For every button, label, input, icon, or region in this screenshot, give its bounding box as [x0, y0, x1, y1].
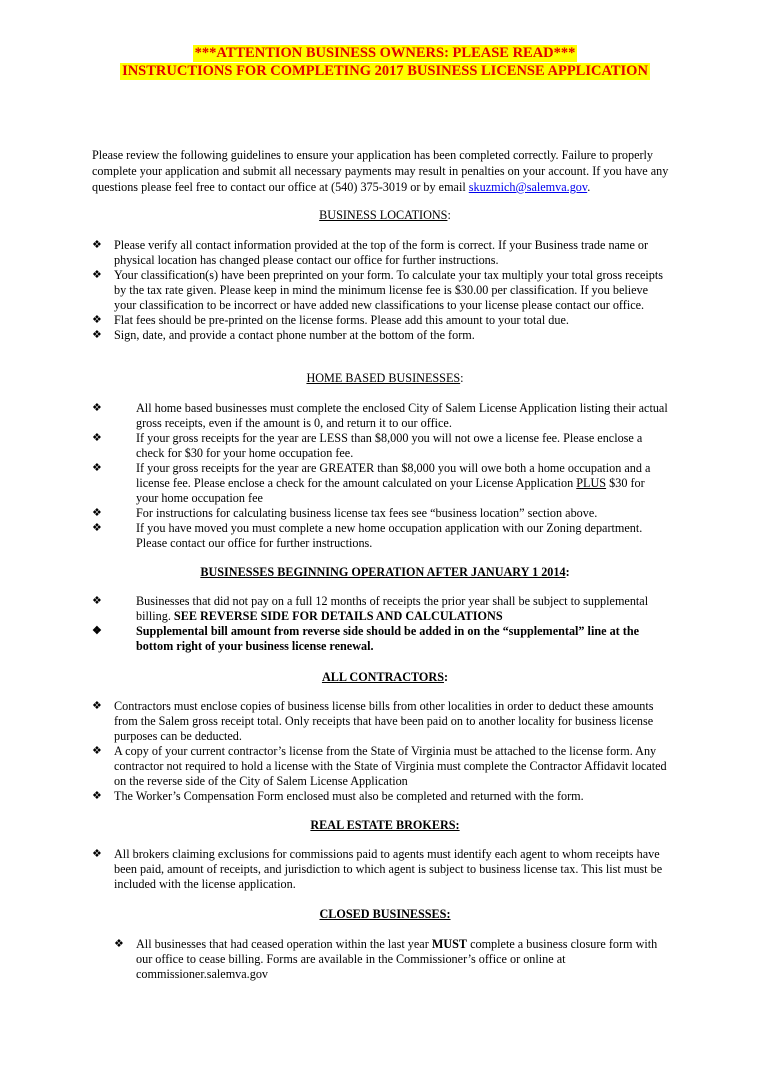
list-item: ❖ For instructions for calculating business license tax fees see “business location” section above. — [92, 506, 598, 520]
closed-businesses-list — [114, 937, 676, 982]
list-item: ❖ All home based businesses must complete the enclosed City of Salem License Application listing their actual gross receipts, even if the amount is 0, and return it to our office. — [92, 401, 668, 430]
bullet-icon: ❖ — [92, 595, 102, 607]
list-item: ❖ If your gross receipts for the year are GREATER than $8,000 you will owe both a home occupation and a license fee. Please enclose a check for the amount calculated on your License Application PLUS $30 for your home occupation fee — [92, 461, 651, 505]
home-based-heading: HOME BASED BUSINESSES: — [306, 371, 464, 385]
bullet-icon: ❖ — [92, 239, 102, 251]
bullet-icon: ❖ — [92, 700, 102, 712]
bullet-icon: ❖ — [92, 402, 102, 414]
list-item: ❖ All businesses that had ceased operation within the last year MUST complete a business closure form with our office to cease billing. Forms are available in the Commissioner’s office or online at commissioner.salemva.gov — [114, 937, 658, 981]
bullet-icon: ❖ — [92, 432, 102, 444]
bullet-icon: ❖ — [92, 462, 102, 474]
list-item: ❖ Sign, date, and provide a contact phone number at the bottom of the form. — [92, 328, 475, 342]
list-item: ❖ The Worker’s Compensation Form enclosed must also be completed and returned with the form. — [92, 789, 584, 803]
contractors-heading: ALL CONTRACTORS: — [321, 670, 449, 684]
list-item: ❖ Please verify all contact information provided at the top of the form is correct. If your Business trade name or physical location has changed please contact our office for further instructions. — [92, 238, 649, 267]
business-locations-heading: BUSINESS LOCATIONS: — [319, 208, 451, 222]
contractors-list — [92, 699, 670, 804]
attention-banner — [0, 44, 770, 80]
bullet-icon: ❖ — [114, 938, 124, 950]
bullet-icon: ❖ — [92, 790, 102, 802]
email-link[interactable]: skuzmich@salemva.gov — [468, 180, 588, 194]
list-item: ❖ If your gross receipts for the year are LESS than $8,000 you will not owe a license fee. Please enclose a check for $30 for your home occupation fee. — [92, 431, 643, 460]
list-item: ❖ If you have moved you must complete a new home occupation application with our Zoning department. Please contact our office for further instructions. — [92, 521, 643, 550]
list-item: ❖ All brokers claiming exclusions for commissions paid to agents must identify each agent to whom receipts have been paid, amount of receipts, and jurisdiction to which agent is subject to business license tax. This list must be included with the license application. — [92, 847, 663, 891]
bullet-icon: ❖ — [92, 522, 102, 534]
list-item: ❖ Flat fees should be pre-printed on the license forms. Please add this amount to your total due. — [92, 313, 569, 327]
list-item: ❖ Businesses that did not pay on a full 12 months of receipts the prior year shall be subject to supplemental billing. SEE REVERSE SIDE FOR DETAILS AND CALCULATIONS — [92, 594, 649, 623]
bullet-icon: ❖ — [92, 507, 102, 519]
document-page — [0, 44, 770, 1068]
beginning-operation-list — [92, 594, 668, 654]
banner-line-2: INSTRUCTIONS FOR COMPLETING 2017 BUSINESS LICENSE APPLICATION — [122, 63, 648, 79]
intro-end: . — [587, 180, 591, 194]
bullet-icon: ❖ — [92, 329, 102, 341]
intro-text: Please review the following guidelines to ensure your application has been completed correctly. Failure to properly complete your application and submit all necessary payments may result in penalties on your account. If you have any questions please feel free to contact our office at (540) 375-3019 or by email — [92, 148, 669, 194]
banner-line-1: ***ATTENTION BUSINESS OWNERS: PLEASE READ*** — [194, 45, 576, 61]
bullet-icon: ❖ — [92, 745, 102, 757]
home-based-list — [92, 401, 668, 551]
closed-businesses-heading: CLOSED BUSINESSES: — [319, 907, 451, 921]
list-item: ❖ Contractors must enclose copies of business license bills from other localities in order to deduct these amounts from the Salem gross receipt total. Only receipts that have been paid on to another locality for business license purposes can be deducted. — [92, 699, 654, 743]
beginning-operation-heading: BUSINESSES BEGINNING OPERATION AFTER JANUARY 1 2014: — [200, 565, 570, 579]
list-item: ❖ Supplemental bill amount from reverse side should be added in on the “supplemental” line at the bottom right of your business license renewal. — [92, 624, 640, 653]
bullet-icon: ❖ — [92, 625, 102, 637]
brokers-heading: REAL ESTATE BROKERS: — [310, 818, 460, 832]
bullet-icon: ❖ — [92, 314, 102, 326]
brokers-list — [92, 847, 680, 892]
business-locations-list — [92, 238, 670, 343]
list-item: ❖ Your classification(s) have been preprinted on your form. To calculate your tax multiply your total gross receipts by the tax rate given. Please keep in mind the minimum license fee is $30.00 per classification. If you believe your classification to be incorrect or have added new classifications to your license please contact our office. — [92, 268, 664, 312]
list-item: ❖ A copy of your current contractor’s license from the State of Virginia must be attached to the license form. Any contractor not required to hold a license with the State of Virginia must complete the Contractor Affidavit located on the reverse side of the City of Salem License Application — [92, 744, 667, 788]
intro-paragraph — [92, 147, 682, 195]
bullet-icon: ❖ — [92, 848, 102, 860]
bullet-icon: ❖ — [92, 269, 102, 281]
